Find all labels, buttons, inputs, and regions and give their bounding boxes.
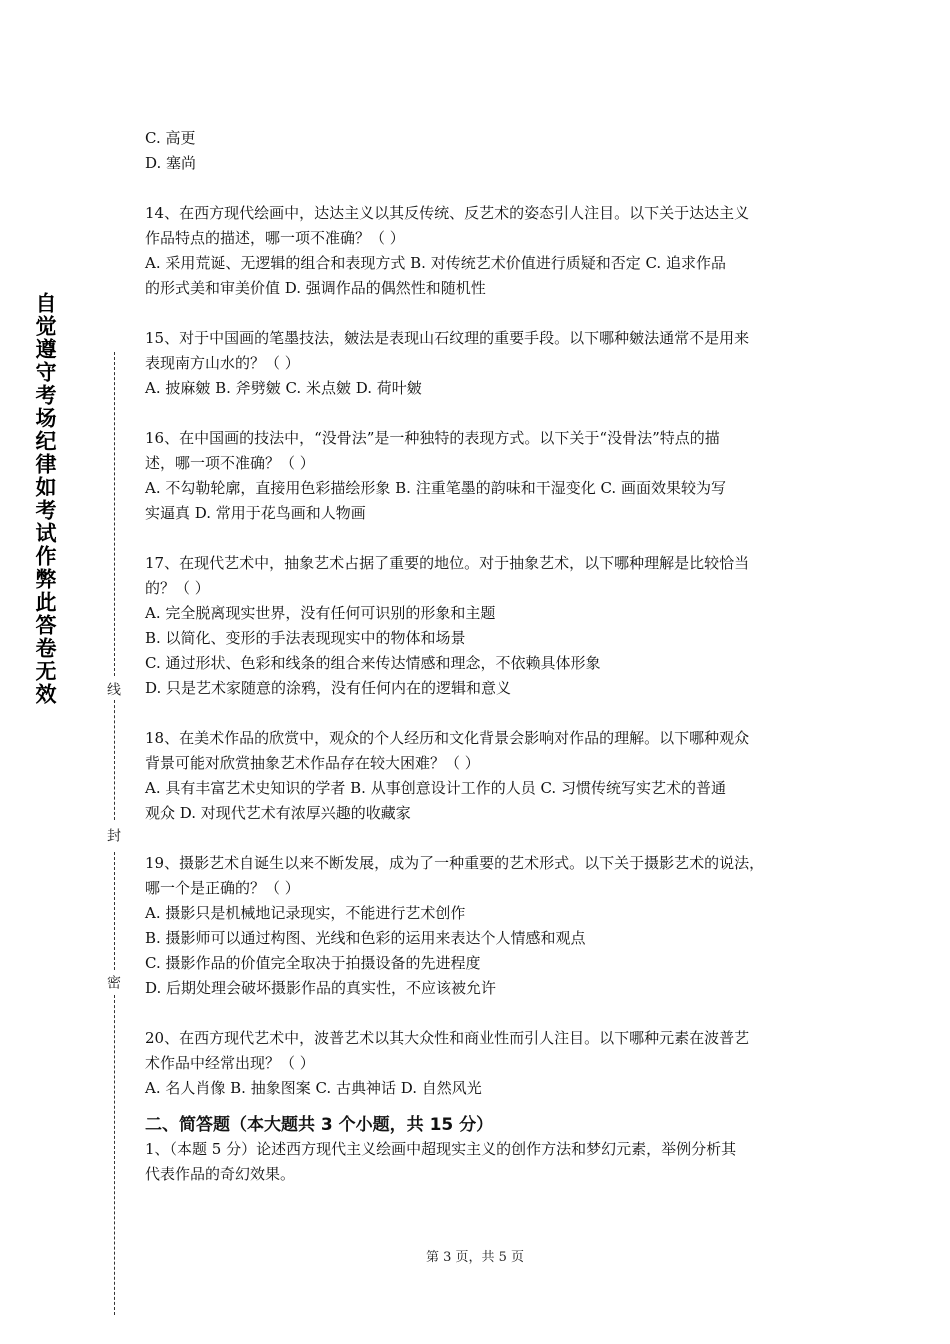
question-line: 17、在现代艺术中，抽象艺术占据了重要的地位。对于抽象艺术，以下哪种理解是比较恰当	[145, 554, 750, 572]
question-18	[145, 726, 815, 826]
page-number: 第 3 页，共 5 页	[425, 1250, 525, 1265]
question-line: 哪一个是正确的？（ ）	[145, 879, 300, 897]
question-line: B. 以简化、变形的手法表现现实中的物体和场景	[145, 629, 466, 647]
question-line: 19、摄影艺术自诞生以来不断发展，成为了一种重要的艺术形式。以下关于摄影艺术的说法，	[145, 854, 765, 872]
binding-dash-line	[114, 995, 115, 1315]
binding-dash-line	[114, 700, 115, 820]
binding-dash-line	[114, 852, 115, 970]
question-line: 18、在美术作品的欣赏中，观众的个人经历和文化背景会影响对作品的理解。以下哪种观众	[145, 729, 750, 747]
question-17	[145, 551, 815, 701]
short-answer-line: 1、（本题 5 分）论述西方现代主义绘画中超现实主义的创作方法和梦幻元素，举例分析其	[145, 1140, 737, 1158]
question-line: C. 通过形状、色彩和线条的组合来传达情感和理念，不依赖具体形象	[145, 654, 601, 672]
question-line: 作品特点的描述，哪一项不准确？（ ）	[145, 229, 405, 247]
question-14	[145, 201, 815, 301]
question-line: 观众 D. 对现代艺术有浓厚兴趣的收藏家	[145, 804, 411, 822]
binding-label-seal: 封	[105, 828, 121, 842]
question-line: B. 摄影师可以通过构图、光线和色彩的运用来表达个人情感和观点	[145, 929, 586, 947]
question-line: A. 完全脱离现实世界，没有任何可识别的形象和主题	[145, 604, 496, 622]
question-line: A. 名人肖像 B. 抽象图案 C. 古典神话 D. 自然风光	[145, 1079, 482, 1097]
question-line: 的？（ ）	[145, 579, 210, 597]
binding-label-secret: 密	[105, 975, 121, 989]
option-line: C. 高更	[145, 129, 196, 147]
question-20	[145, 1026, 815, 1101]
question-line: D. 只是艺术家随意的涂鸦，没有任何内在的逻辑和意义	[145, 679, 512, 697]
question-line: 14、在西方现代绘画中，达达主义以其反传统、反艺术的姿态引人注目。以下关于达达主义	[145, 204, 750, 222]
question-line: C. 摄影作品的价值完全取决于拍摄设备的先进程度	[145, 954, 481, 972]
question-15	[145, 326, 815, 401]
exam-discipline-notice: 自觉遵守考场纪律如考试作弊此答卷无效	[33, 292, 57, 706]
binding-dash-line	[114, 352, 115, 676]
question-line: A. 摄影只是机械地记录现实，不能进行艺术创作	[145, 904, 466, 922]
question-line: 术作品中经常出现？（ ）	[145, 1054, 315, 1072]
binding-label-line: 线	[105, 682, 121, 696]
question-line: 16、在中国画的技法中，“没骨法”是一种独特的表现方式。以下关于“没骨法”特点的描	[145, 429, 720, 447]
question-19	[145, 851, 815, 1001]
section-heading-short-answer: 二、简答题（本大题共 3 个小题，共 15 分）	[145, 1115, 494, 1135]
question-line: 的形式美和审美价值 D. 强调作品的偶然性和随机性	[145, 279, 486, 297]
question-line: 15、对于中国画的笔墨技法，皴法是表现山石纹理的重要手段。以下哪种皴法通常不是用来	[145, 329, 750, 347]
option-line: D. 塞尚	[145, 154, 197, 172]
question-line: D. 后期处理会破坏摄影作品的真实性，不应该被允许	[145, 979, 497, 997]
question-line: A. 采用荒诞、无逻辑的组合和表现方式 B. 对传统艺术价值进行质疑和否定 C. 追求作品	[145, 254, 726, 272]
question-line: 实逼真 D. 常用于花鸟画和人物画	[145, 504, 366, 522]
question-line: A. 披麻皴 B. 斧劈皴 C. 米点皴 D. 荷叶皴	[145, 379, 422, 397]
question-line: 表现南方山水的？（ ）	[145, 354, 300, 372]
question-line: 述，哪一项不准确？（ ）	[145, 454, 315, 472]
question-line: 背景可能对欣赏抽象艺术作品存在较大困难？（ ）	[145, 754, 480, 772]
short-answer-line: 代表作品的奇幻效果。	[145, 1165, 296, 1183]
question-16	[145, 426, 815, 526]
question-line: 20、在西方现代艺术中，波普艺术以其大众性和商业性而引人注目。以下哪种元素在波普艺	[145, 1029, 750, 1047]
question-line: A. 具有丰富艺术史知识的学者 B. 从事创意设计工作的人员 C. 习惯传统写实艺术的普通	[145, 779, 726, 797]
question-line: A. 不勾勒轮廓，直接用色彩描绘形象 B. 注重笔墨的韵味和干湿变化 C. 画面效果较为写	[145, 479, 726, 497]
exam-content	[145, 126, 815, 1187]
